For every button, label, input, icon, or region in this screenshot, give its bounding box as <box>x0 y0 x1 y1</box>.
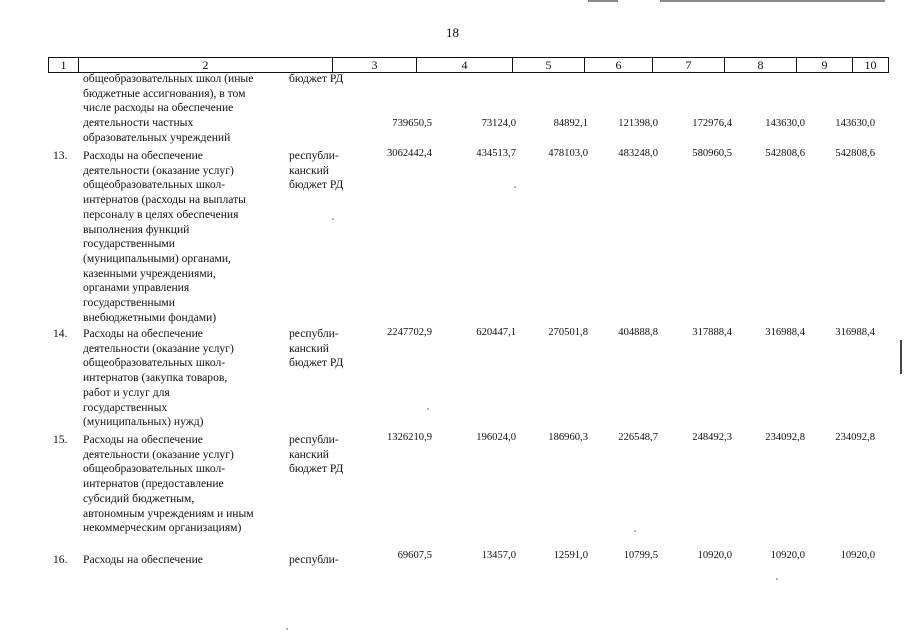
row-number: 13. <box>53 149 68 162</box>
row-value-8: 248492,3 <box>692 432 732 443</box>
continuation-value-10: 143630,0 <box>835 118 875 129</box>
continuation-value-5: 73124,0 <box>481 118 516 129</box>
page-number: 18 <box>446 25 459 40</box>
header-col-9: 9 <box>797 58 853 72</box>
scan-edge-line <box>588 0 618 2</box>
scan-speck <box>427 408 429 410</box>
row-source: республи- канский бюджет РД <box>289 433 344 476</box>
row-value-4: 2247702,9 <box>386 327 432 338</box>
row-value-6: 478103,0 <box>548 148 588 159</box>
continuation-value-8: 172976,4 <box>692 118 732 129</box>
header-col-8: 8 <box>725 58 797 72</box>
scan-edge-line <box>660 0 885 2</box>
row-value-5: 434513,7 <box>476 148 516 159</box>
row-value-4: 69607,5 <box>397 550 432 561</box>
row-value-7: 404888,8 <box>618 327 658 338</box>
header-col-7: 7 <box>653 58 725 72</box>
scan-speck <box>776 578 778 580</box>
row-number: 15. <box>53 433 68 446</box>
header-col-1: 1 <box>49 58 79 72</box>
row-description: Расходы на обеспечение деятельности (оказание услуг) общеобразовательных школ- интернатов (закупка товаров, работ и услуг для государственных (муниципальных) нужд) <box>83 327 234 429</box>
row-value-5: 13457,0 <box>481 550 516 561</box>
row-description: Расходы на обеспечение деятельности (оказание услуг) общеобразовательных школ- интернатов (предоставление субсидий бюджетным, автономным учреждениям и иным некоммерческим организациям) <box>83 433 254 535</box>
row-value-6: 186960,3 <box>548 432 588 443</box>
row-value-5: 620447,1 <box>476 327 516 338</box>
row-source: республи- <box>289 553 339 566</box>
row-description: Расходы на обеспечение <box>83 553 203 566</box>
header-col-6: 6 <box>585 58 653 72</box>
row-value-6: 270501,8 <box>548 327 588 338</box>
header-col-3: 3 <box>333 58 417 72</box>
header-col-5: 5 <box>513 58 585 72</box>
row-value-7: 226548,7 <box>618 432 658 443</box>
continuation-value-4: 739650,5 <box>392 118 432 129</box>
row-number: 16. <box>53 553 68 566</box>
row-value-8: 580960,5 <box>692 148 732 159</box>
scan-edge-mark <box>900 340 902 374</box>
row-value-4: 1326210,9 <box>386 432 432 443</box>
continuation-description: общеобразовательных школ (иные бюджетные ассигнования), в том числе расходы на обеспечение деятельности частных образовательных учреждений <box>83 72 254 144</box>
row-value-4: 3062442,4 <box>386 148 432 159</box>
scan-speck <box>286 628 288 630</box>
row-value-10: 234092,8 <box>835 432 875 443</box>
row-value-6: 12591,0 <box>553 550 588 561</box>
header-col-4: 4 <box>417 58 513 72</box>
table-header <box>48 57 889 73</box>
continuation-value-9: 143630,0 <box>765 118 805 129</box>
row-value-8: 317888,4 <box>692 327 732 338</box>
row-value-10: 10920,0 <box>840 550 875 561</box>
row-source: республи- канский бюджет РД <box>289 327 344 370</box>
header-col-2: 2 <box>79 58 333 72</box>
row-value-10: 316988,4 <box>835 327 875 338</box>
row-value-9: 10920,0 <box>770 550 805 561</box>
row-value-9: 316988,4 <box>765 327 805 338</box>
row-description: Расходы на обеспечение деятельности (оказание услуг) общеобразовательных школ- интернатов (расходы на выплаты персоналу в целях обеспечения выполнения функций государственными (муниципальными) органами, казенными учреждениями, органами управления государственными внебюджетными фондами) <box>83 149 246 324</box>
header-col-10: 10 <box>864 58 877 72</box>
row-source: республи- канский бюджет РД <box>289 149 344 192</box>
row-value-5: 196024,0 <box>476 432 516 443</box>
continuation-value-7: 121398,0 <box>618 118 658 129</box>
row-value-7: 483248,0 <box>618 148 658 159</box>
row-value-9: 234092,8 <box>765 432 805 443</box>
row-value-7: 10799,5 <box>623 550 658 561</box>
scan-speck <box>514 186 516 188</box>
row-value-9: 542808,6 <box>765 148 805 159</box>
continuation-source: бюджет РД <box>289 72 344 85</box>
scan-speck <box>634 530 636 532</box>
row-value-8: 10920,0 <box>697 550 732 561</box>
scan-speck <box>332 218 334 220</box>
row-value-10: 542808,6 <box>835 148 875 159</box>
continuation-value-6: 84892,1 <box>553 118 588 129</box>
row-number: 14. <box>53 327 68 340</box>
